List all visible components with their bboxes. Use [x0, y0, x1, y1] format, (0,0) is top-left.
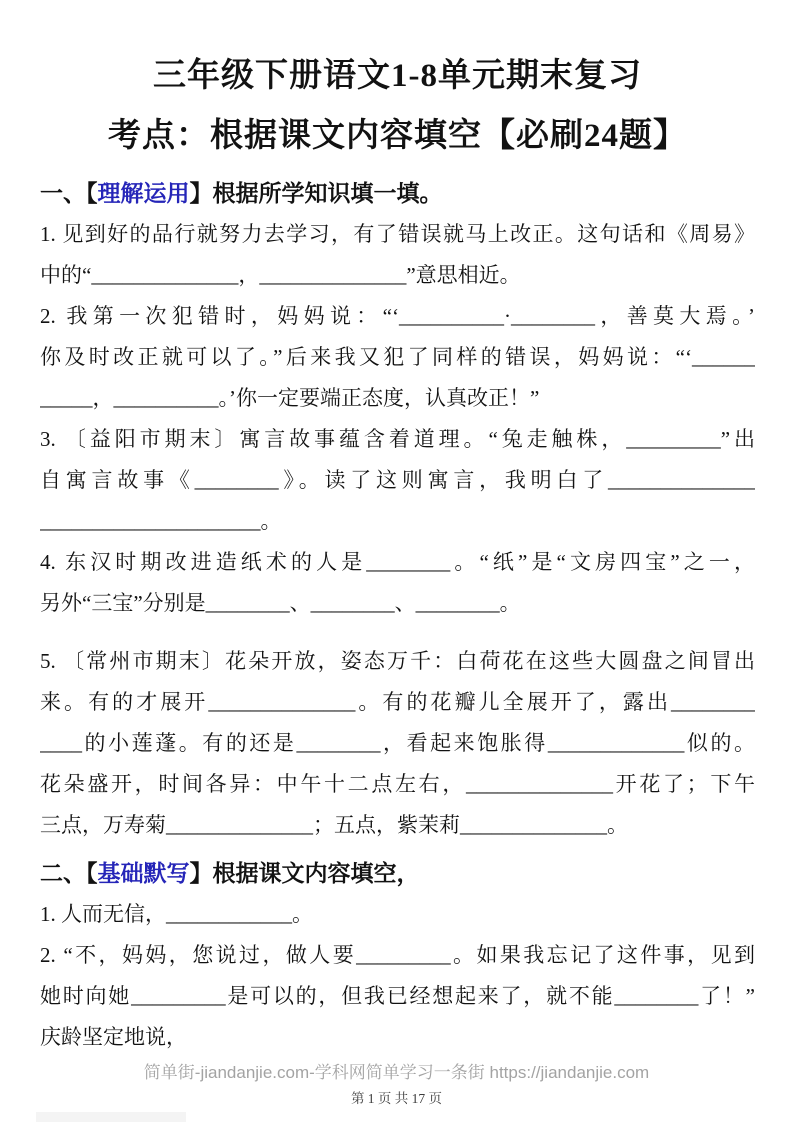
question-2-line-1: 2. 我第一次犯错时，妈妈说：“‘__________·________，善莫大焉。’	[40, 304, 755, 328]
section-2-heading-suffix: 】根据课文内容填空，	[189, 861, 420, 886]
question-1-line-1: 1. 见到好的品行就努力去学习，有了错误就马上改正。这句话和《周易》	[40, 222, 755, 246]
question-2-line-3: _____，__________。’你一定要端正态度，认真改正！”	[40, 386, 540, 410]
question-2-line-2: 你及时改正就可以了。”后来我又犯了同样的错误，妈妈说：“‘______	[40, 345, 755, 369]
question-3-line-3: _____________________。	[40, 509, 282, 533]
section2-question-2-line-1: 2. “不，妈妈，您说过，做人要_________。如果我忘记了这件事，见到	[40, 943, 755, 967]
document-title: 三年级下册语文1-8单元期末复习	[153, 58, 642, 94]
section2-question-2-line-3: 庆龄坚定地说，	[40, 1025, 187, 1049]
page-number: 第 1 页 共 17 页	[350, 1091, 443, 1106]
section-1-heading-suffix: 】根据所学知识填一填。	[189, 181, 443, 206]
document-page	[40, 0, 755, 1058]
question-5-line-5: 三点，万寿菊______________；五点，紫茉莉______________。	[40, 813, 628, 837]
section-1-heading-prefix: 一、【	[40, 181, 98, 206]
watermark-remnant	[36, 1112, 186, 1122]
title-block	[40, 0, 755, 166]
footer-site-text: 简单街-jiandanjie.com-学科网简单学习一条街 https://jiandanjie.com	[143, 1063, 650, 1082]
section2-question-1-line-1: 1. 人而无信，____________。	[40, 902, 313, 926]
section-2-heading-prefix: 二、【	[40, 861, 98, 886]
document-subtitle: 考点：根据课文内容填空【必刷24题】	[108, 118, 687, 154]
section-1-heading-tag: 理解运用	[97, 181, 190, 206]
question-3-line-2: 自寓言故事《________》。读了这则寓言，我明白了______________	[40, 468, 755, 492]
question-5-line-1: 5. 〔常州市期末〕花朵开放，姿态万千：白荷花在这些大圆盘之间冒出	[40, 649, 755, 673]
question-4-line-1: 4. 东汉时期改进造纸术的人是________。“纸”是“文房四宝”之一，	[40, 550, 755, 574]
question-4-line-2: 另外“三宝”分别是________、________、________。	[40, 591, 521, 615]
question-5-line-3: ____的小莲蓬。有的还是________，看起来饱胀得_____________似的。	[40, 731, 755, 755]
question-5-line-2: 来。有的才展开______________。有的花瓣儿全展开了，露出________	[40, 690, 755, 714]
section-1-heading	[40, 173, 755, 214]
section2-question-2-line-2: 她时向她_________是可以的，但我已经想起来了，就不能________了！”	[40, 984, 755, 1008]
section-2-heading-tag: 基础默写	[97, 861, 190, 886]
question-5-line-4: 花朵盛开，时间各异：中午十二点左右，______________开花了；下午	[40, 772, 755, 796]
question-3-line-1: 3. 〔益阳市期末〕寓言故事蕴含着道理。“兔走触株，_________”出	[40, 427, 755, 451]
question-1-line-2: 中的“______________，______________”意思相近。	[40, 263, 521, 287]
section-2-heading	[40, 853, 755, 894]
